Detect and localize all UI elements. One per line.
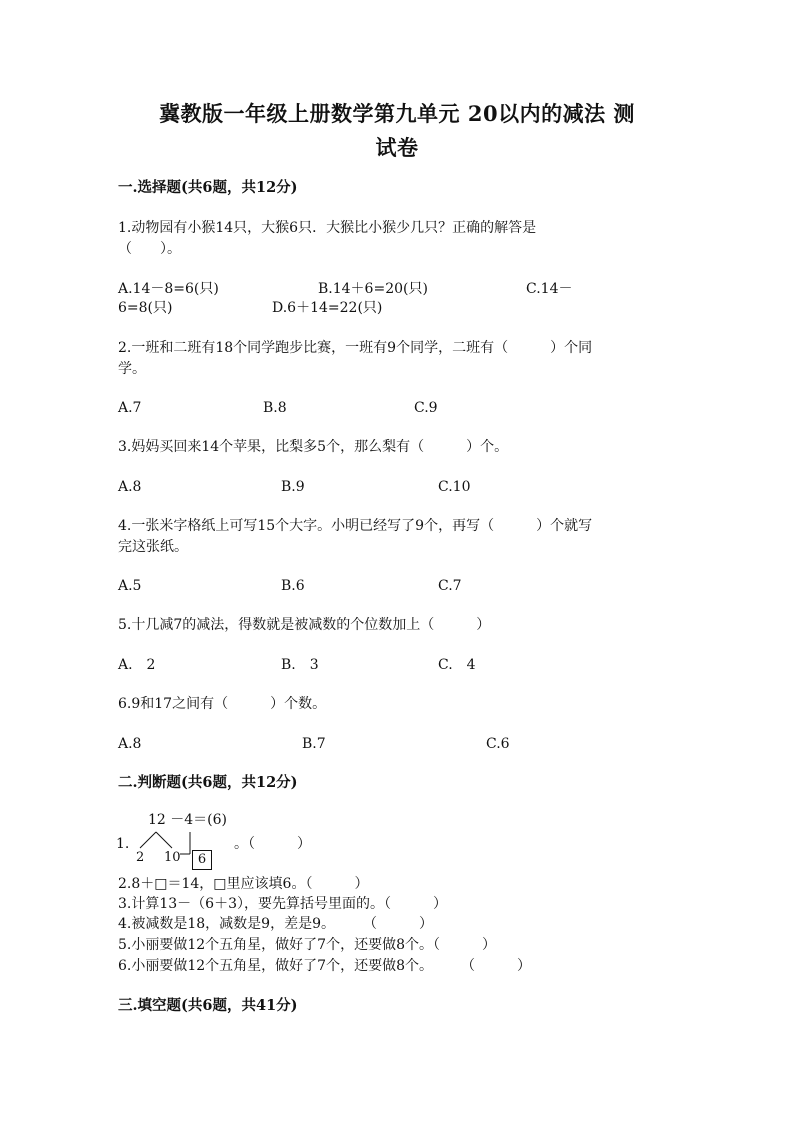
judge-q3-text: 3.计算13－（6＋3），要先算括号里面的。（ ）	[118, 896, 447, 912]
judge-q1-equation: 12 －4＝(6)	[148, 812, 228, 828]
judge-q5-text: 5.小丽要做12个五角星，做好了7个，还要做8个。（ ）	[118, 937, 496, 953]
judge-q1-number: 1.	[116, 836, 130, 852]
q1-option-b[interactable]: B.14＋6=20(只)	[318, 281, 428, 297]
judge-q1-part-left: 2	[136, 850, 145, 865]
title-line-1: 冀教版一年级上册数学第九单元 20以内的减法 测	[159, 101, 635, 126]
q6-option-a[interactable]: A.8	[118, 736, 142, 752]
judge-q1-decomposition-diagram	[116, 810, 316, 874]
judge-q1-bracket[interactable]: 。（ ）	[234, 836, 311, 852]
q1-text-line2: （ ）。	[118, 241, 181, 257]
q5-option-b[interactable]: B. 3	[281, 657, 319, 673]
q1-option-c-part2[interactable]: 6=8(只)	[118, 300, 173, 316]
q6-option-c[interactable]: C.6	[486, 736, 510, 752]
q3-option-a[interactable]: A.8	[118, 479, 142, 495]
q5-text-line1: 5.十几减7的减法，得数就是被减数的个位数加上（ ）	[118, 617, 491, 633]
q4-option-a[interactable]: A.5	[118, 578, 142, 594]
q6-option-b[interactable]: B.7	[302, 736, 326, 752]
judge-q2-text: 2.8＋□＝14，□里应该填6。（ ）	[118, 876, 369, 892]
q4-option-c[interactable]: C.7	[438, 578, 462, 594]
q4-text-line2: 完这张纸。	[118, 539, 188, 555]
q1-text-line1: 1.动物园有小猴14只，大猴6只．大猴比小猴少几只？正确的解答是	[118, 220, 537, 236]
q1-option-d[interactable]: D.6＋14=22(只)	[272, 300, 383, 316]
q3-text-line1: 3.妈妈买回来14个苹果，比梨多5个，那么梨有（ ）个。	[118, 439, 509, 455]
q2-option-c[interactable]: C.9	[414, 400, 438, 416]
q1-option-a[interactable]: A.14－8=6(只)	[118, 281, 219, 297]
q5-option-c[interactable]: C. 4	[438, 657, 476, 673]
title-line-2: 试卷	[375, 135, 419, 160]
section-3-heading: 三.填空题(共6题，共41分)	[118, 997, 298, 1014]
page-title	[100, 97, 694, 165]
q2-option-a[interactable]: A.7	[118, 400, 142, 416]
q5-option-a[interactable]: A. 2	[118, 657, 156, 673]
q3-option-c[interactable]: C.10	[438, 479, 471, 495]
section-2-heading: 二.判断题(共6题，共12分)	[118, 774, 298, 791]
q2-option-b[interactable]: B.8	[263, 400, 287, 416]
section-1-heading: 一.选择题(共6题，共12分)	[118, 179, 298, 196]
judge-q1-part-mid: 10	[164, 850, 181, 865]
q4-text-line1: 4.一张米字格纸上可写15个大字。小明已经写了9个，再写（ ）个就写	[118, 518, 593, 534]
q3-option-b[interactable]: B.9	[281, 479, 305, 495]
judge-q6-text: 6.小丽要做12个五角星，做好了7个，还要做8个。 （ ）	[118, 958, 531, 974]
judge-q1-answer-box: 6	[192, 850, 212, 870]
q2-text-line1: 2.一班和二班有18个同学跑步比赛，一班有9个同学，二班有（ ）个同	[118, 340, 593, 356]
q1-option-c-part1[interactable]: C.14－	[526, 281, 573, 297]
judge-q4-text: 4.被减数是18，减数是9，差是9。 （ ）	[118, 916, 433, 932]
q4-option-b[interactable]: B.6	[281, 578, 305, 594]
q6-text-line1: 6.9和17之间有（ ）个数。	[118, 696, 327, 712]
q2-text-line2: 学。	[118, 361, 146, 377]
